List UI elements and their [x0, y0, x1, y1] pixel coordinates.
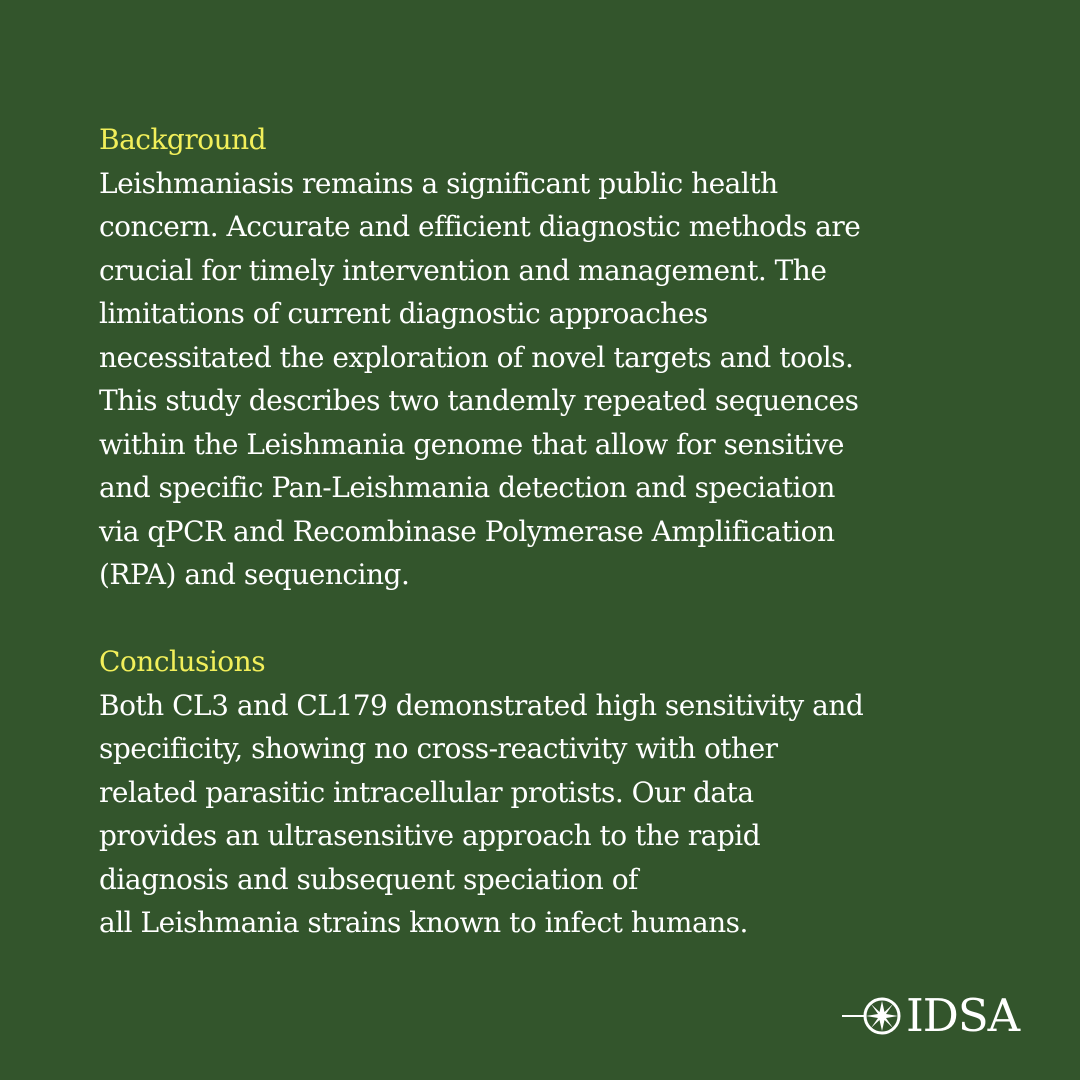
- background-line: Leishmaniasis remains a significant public health: [99, 166, 778, 200]
- background-line: within the Leishmania genome that allow for sensitive: [99, 427, 844, 461]
- conclusions-line: all Leishmania strains known to infect humans.: [99, 906, 748, 939]
- background-line: and specific Pan-Leishmania detection and speciation: [99, 471, 835, 504]
- idsa-logo: [842, 990, 1019, 1042]
- conclusions-paragraph: [99, 684, 999, 945]
- background-line: (RPA) and sequencing.: [99, 558, 410, 591]
- conclusions-heading: Conclusions: [99, 645, 266, 678]
- background-line: This study describes two tandemly repeated sequences: [99, 384, 859, 417]
- background-line: crucial for timely intervention and management. The: [99, 253, 827, 287]
- logo-text: IDSA: [906, 989, 1020, 1042]
- conclusions-line: Both CL3 and CL179 demonstrated high sensitivity and: [99, 688, 864, 722]
- conclusions-line: specificity, showing no cross-reactivity with other: [99, 732, 778, 765]
- abstract-content: [99, 118, 999, 945]
- background-line: limitations of current diagnostic approaches: [99, 297, 708, 330]
- conclusions-line: related parasitic intracellular protists. Our data: [99, 775, 754, 809]
- background-paragraph: [99, 162, 999, 597]
- conclusions-line: provides an ultrasensitive approach to the rapid: [99, 819, 761, 852]
- background-line: via qPCR and Recombinase Polymerase Amplification: [99, 514, 835, 548]
- conclusions-line: diagnosis and subsequent speciation of: [99, 862, 638, 896]
- background-line: necessitated the exploration of novel targets and tools.: [99, 340, 854, 374]
- background-line: concern. Accurate and efficient diagnostic methods are: [99, 210, 861, 243]
- star-compass-icon: [842, 990, 904, 1042]
- section-spacer: [99, 597, 999, 641]
- background-heading: Background: [99, 123, 267, 156]
